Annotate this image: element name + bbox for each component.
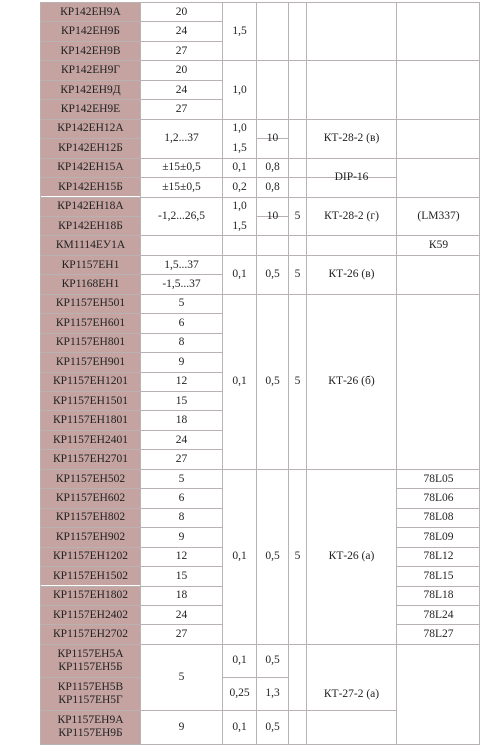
- output-current: 0,1: [232, 375, 247, 388]
- part-number: КР1168ЕН1: [41, 275, 140, 293]
- output-voltage: 15: [175, 394, 188, 407]
- output-voltage: 24: [175, 25, 188, 38]
- part-number: [41, 645, 140, 677]
- package: КТ-26 (в): [328, 268, 375, 281]
- output-voltage: 1,5...37: [164, 258, 199, 271]
- extra-parameter: 5: [294, 209, 301, 222]
- output-voltage: 20: [175, 5, 188, 18]
- power: 10: [266, 132, 279, 145]
- output-voltage: 24: [175, 608, 188, 621]
- output-current: 1,5: [232, 141, 247, 154]
- power: 0,5: [265, 550, 280, 563]
- part-number: КР142ЕН15А: [41, 159, 140, 177]
- output-voltage: 6: [178, 316, 185, 329]
- output-voltage: 18: [175, 414, 188, 427]
- part-number: КР1157ЕН2701: [41, 450, 140, 468]
- output-voltage: 6: [178, 491, 185, 504]
- analog: 78L12: [423, 550, 454, 563]
- regulator-table: [40, 2, 480, 745]
- part-number: КР1157ЕН1802: [41, 587, 140, 605]
- output-voltage: 9: [178, 355, 185, 368]
- package: DIP-16: [334, 171, 369, 184]
- output-voltage: 8: [178, 336, 185, 349]
- power: 0,5: [265, 375, 280, 388]
- output-voltage: -1,2...26,5: [158, 209, 205, 222]
- output-voltage: 5: [178, 472, 185, 485]
- output-voltage: 20: [175, 64, 188, 77]
- package: КТ-27-2 (а): [323, 687, 380, 700]
- power: 1,3: [265, 687, 280, 700]
- part-number-line: КР1157ЕН9Б: [58, 727, 123, 740]
- part-number: КМ1114ЕУ1А: [41, 236, 140, 254]
- output-current: 0,1: [232, 550, 247, 563]
- analog: 78L27: [423, 628, 454, 641]
- power: 10: [266, 209, 279, 222]
- analog: 78L05: [423, 472, 454, 485]
- output-voltage: 12: [175, 375, 188, 388]
- output-voltage: 8: [178, 511, 185, 524]
- part-number-line: КР1157ЕН5Г: [58, 693, 123, 706]
- part-number: КР1157ЕН2402: [41, 606, 140, 624]
- output-current: 1,5: [232, 25, 247, 38]
- part-number: КР142ЕН9Д: [41, 81, 140, 99]
- package: КТ-26 (а): [328, 550, 375, 563]
- power: 0,5: [265, 654, 280, 667]
- part-number: КР1157ЕН502: [41, 470, 140, 488]
- output-voltage: ±15±0,5: [162, 180, 201, 193]
- part-number-line: КР1157ЕН9А: [57, 714, 124, 727]
- table-border-bottom: [40, 744, 480, 745]
- output-voltage: 15: [175, 569, 188, 582]
- part-number: КР142ЕН9Г: [41, 61, 140, 79]
- output-voltage: 5: [178, 670, 185, 683]
- part-number-line: КР1157ЕН5Б: [58, 660, 123, 673]
- part-number: КР1157ЕН2401: [41, 431, 140, 449]
- part-number: КР142ЕН15Б: [41, 178, 140, 196]
- part-number: КР142ЕН18А: [41, 198, 140, 216]
- output-voltage: 27: [175, 102, 188, 115]
- power: 0,5: [265, 268, 280, 281]
- extra-parameter: 5: [294, 375, 301, 388]
- analog: 78L09: [423, 530, 454, 543]
- output-voltage: 27: [175, 628, 188, 641]
- output-current: 1,0: [232, 200, 247, 213]
- part-number: КР1157ЕН2702: [41, 625, 140, 643]
- package: КТ-28-2 (г): [324, 209, 379, 222]
- analog: (LM337): [417, 209, 460, 222]
- part-number: КР1157ЕН901: [41, 353, 140, 371]
- part-number: КР1157ЕН801: [41, 334, 140, 352]
- part-number: КР142ЕН9А: [41, 3, 140, 21]
- extra-parameter: 5: [294, 550, 301, 563]
- part-number: КР1157ЕН501: [41, 295, 140, 313]
- output-current: 1,5: [232, 219, 247, 232]
- part-number-line: КР1157ЕН5В: [57, 680, 124, 693]
- output-voltage: 24: [175, 83, 188, 96]
- part-number: КР1157ЕН802: [41, 509, 140, 527]
- package: КТ-28-2 (в): [323, 132, 380, 145]
- analog: 78L18: [423, 589, 454, 602]
- output-current: 0,1: [232, 720, 247, 733]
- part-number: КР1157ЕН1801: [41, 411, 140, 429]
- output-current: 0,1: [232, 161, 247, 174]
- output-voltage: 1,2...37: [164, 132, 199, 145]
- part-number: КР1157ЕН1: [41, 256, 140, 274]
- part-number: КР142ЕН9Е: [41, 100, 140, 118]
- output-current: 0,1: [232, 654, 247, 667]
- part-number: КР1157ЕН1202: [41, 548, 140, 566]
- part-number: [41, 711, 140, 744]
- part-number: [41, 678, 140, 710]
- output-current: 0,1: [232, 268, 247, 281]
- part-number: КР142ЕН9В: [41, 42, 140, 60]
- part-number-line: КР1157ЕН5А: [57, 647, 124, 660]
- part-number: КР142ЕН12А: [41, 120, 140, 138]
- output-voltage: 9: [178, 530, 185, 543]
- analog: 78L15: [423, 569, 454, 582]
- power: 0,5: [265, 720, 280, 733]
- part-number: КР1157ЕН1502: [41, 567, 140, 585]
- output-voltage: 24: [175, 433, 188, 446]
- part-number: КР1157ЕН602: [41, 489, 140, 507]
- power: 0,8: [265, 161, 280, 174]
- output-voltage: 5: [178, 297, 185, 310]
- output-voltage: ±15±0,5: [162, 161, 201, 174]
- part-number: КР1157ЕН601: [41, 314, 140, 332]
- part-number: КР142ЕН9Б: [41, 22, 140, 40]
- power: 0,8: [265, 180, 280, 193]
- part-number: КР1157ЕН902: [41, 528, 140, 546]
- output-voltage: -1,5...37: [162, 278, 201, 291]
- output-voltage: 9: [178, 720, 185, 733]
- analog: 78L24: [423, 608, 454, 621]
- part-number: КР1157ЕН1501: [41, 392, 140, 410]
- output-current: 0,2: [232, 180, 247, 193]
- part-number: КР142ЕН18Б: [41, 217, 140, 235]
- output-voltage: 27: [175, 453, 188, 466]
- package: КТ-26 (б): [328, 375, 375, 388]
- output-current: 1,0: [232, 83, 247, 96]
- output-voltage: 12: [175, 550, 188, 563]
- part-number: КР1157ЕН1201: [41, 373, 140, 391]
- analog: 78L08: [423, 511, 454, 524]
- output-voltage: 27: [175, 44, 188, 57]
- part-number: КР142ЕН12Б: [41, 139, 140, 157]
- output-voltage: 18: [175, 589, 188, 602]
- analog: 78L06: [423, 491, 454, 504]
- extra-parameter: 5: [294, 268, 301, 281]
- output-current: 1,0: [232, 122, 247, 135]
- analog: К59: [428, 239, 449, 252]
- output-current: 0,25: [229, 687, 250, 700]
